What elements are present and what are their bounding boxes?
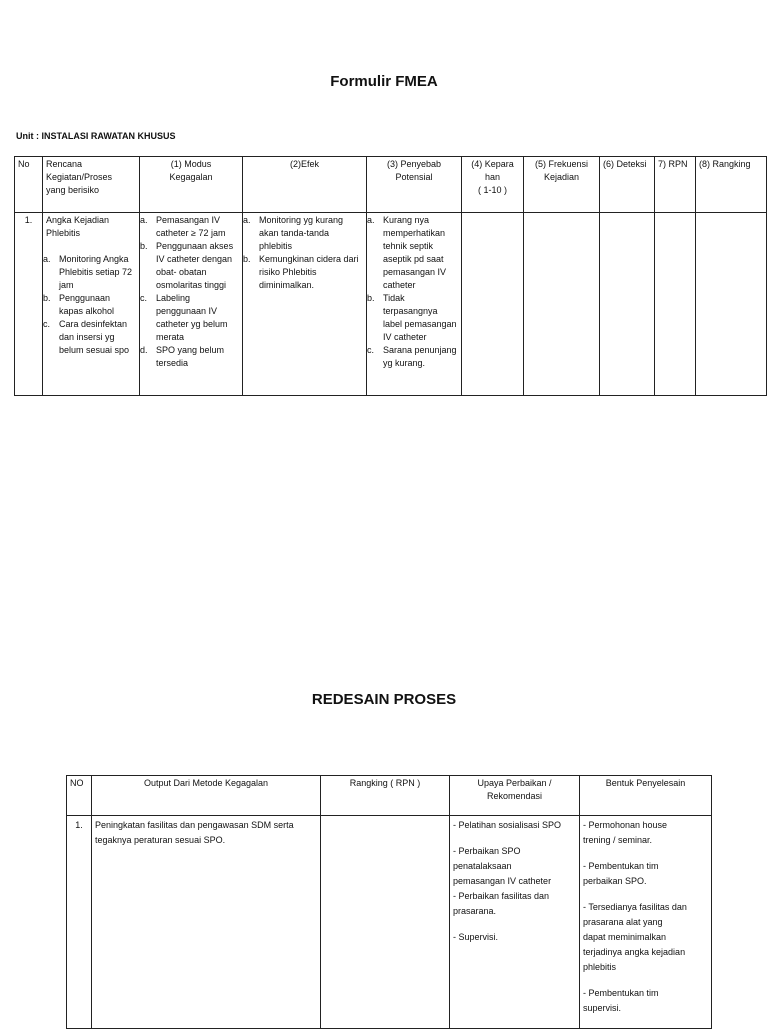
redesain-title: REDESAIN PROSES [311, 691, 457, 708]
list-item: d. SPO yang belum tersedia [140, 345, 225, 368]
col-header-ranking: (8) Rangking [696, 157, 767, 213]
col-header-rank: Rangking ( RPN ) [321, 776, 450, 816]
process-list [43, 253, 136, 357]
upaya-cell [450, 816, 580, 1029]
list-item: - Pelatihan sosialisasi SPO [453, 820, 562, 830]
col-header-detection: (6) Deteksi [600, 157, 655, 213]
list-item: - Supervisi. [453, 932, 499, 942]
row-number: 1. [15, 213, 43, 396]
fmea-header-row [15, 157, 767, 213]
col-header-no: NO [67, 776, 92, 816]
frequency-cell [524, 213, 600, 396]
rank-cell [321, 816, 450, 1029]
ranking-cell [696, 213, 767, 396]
process-title: Angka Kejadian Phlebitis [46, 215, 110, 238]
list-item: b. Penggunaan kapas alkohol [43, 293, 115, 316]
col-header-upaya: Upaya Perbaikan / Rekomendasi [450, 776, 580, 816]
col-header-rpn: 7) RPN [655, 157, 696, 213]
severity-cell [462, 213, 524, 396]
list-item: - Tersedianya fasilitas dan prasarana alat yang dapat meminimalkan terjadinya angka kejadian phlebitis [583, 902, 687, 972]
list-item: - Permohonan house trening / seminar. [583, 820, 668, 845]
list-item: b. Tidak terpasangnya label pemasangan IV catheter [367, 293, 457, 342]
col-header-no: No [15, 157, 43, 213]
redesain-table [66, 775, 712, 1029]
redesain-header-row [67, 776, 712, 816]
list-item: b. Kemungkinan cidera dari risiko Phlebitis diminimalkan. [243, 254, 359, 290]
unit-label: Unit : INSTALASI RAWATAN KHUSUS [16, 131, 176, 141]
failure-mode-cell [140, 213, 243, 396]
fmea-title: Formulir FMEA [330, 73, 438, 90]
rpn-cell [655, 213, 696, 396]
col-header-severity: (4) Kepara han ( 1-10 ) [462, 157, 524, 213]
col-header-frequency: (5) Frekuensi Kejadian [524, 157, 600, 213]
effect-list [243, 214, 363, 292]
bentuk-cell [580, 816, 712, 1029]
fmea-table [14, 156, 767, 396]
col-header-process: Rencana Kegiatan/Proses yang berisiko [43, 157, 140, 213]
col-header-effect: (2)Efek [243, 157, 367, 213]
cause-cell [367, 213, 462, 396]
col-header-failure-mode: (1) Modus Kegagalan [140, 157, 243, 213]
failure-mode-list [140, 214, 239, 370]
list-item: c. Labeling penggunaan IV catheter yg belum merata [140, 293, 228, 342]
col-header-cause: (3) Penyebab Potensial [367, 157, 462, 213]
col-header-output: Output Dari Metode Kegagalan [92, 776, 321, 816]
row-number: 1. [67, 816, 92, 1029]
effect-cell [243, 213, 367, 396]
table-row [67, 816, 712, 1029]
list-item: a. Monitoring Angka Phlebitis setiap 72 jam [43, 254, 133, 290]
col-header-bentuk: Bentuk Penyelesain [580, 776, 712, 816]
list-item: c. Cara desinfektan dan insersi yg belum sesuai spo [43, 319, 130, 355]
list-item: c. Sarana penunjang yg kurang. [367, 345, 457, 368]
list-item: a. Monitoring yg kurang akan tanda-tanda phlebitis [243, 215, 344, 251]
list-item: b. Penggunaan akses IV catheter dengan obat- obatan osmolaritas tinggi [140, 241, 234, 290]
list-item: a. Kurang nya memperhatikan tehnik septik aseptik pd saat pemasangan IV catheter [367, 215, 447, 290]
detection-cell [600, 213, 655, 396]
cause-list [367, 214, 458, 370]
list-item: - Pembentukan tim perbaikan SPO. [583, 861, 659, 886]
list-item: - Pembentukan tim supervisi. [583, 988, 659, 1013]
list-item: - Perbaikan SPO penatalaksaan pemasangan IV catheter - Perbaikan fasilitas dan prasarana. [453, 846, 552, 916]
table-row [15, 213, 767, 396]
list-item: a. Pemasangan IV catheter ≥ 72 jam [140, 215, 226, 238]
output-cell: Peningkatan fasilitas dan pengawasan SDM serta tegaknya peraturan sesuai SPO. [92, 816, 321, 1029]
process-cell [43, 213, 140, 396]
